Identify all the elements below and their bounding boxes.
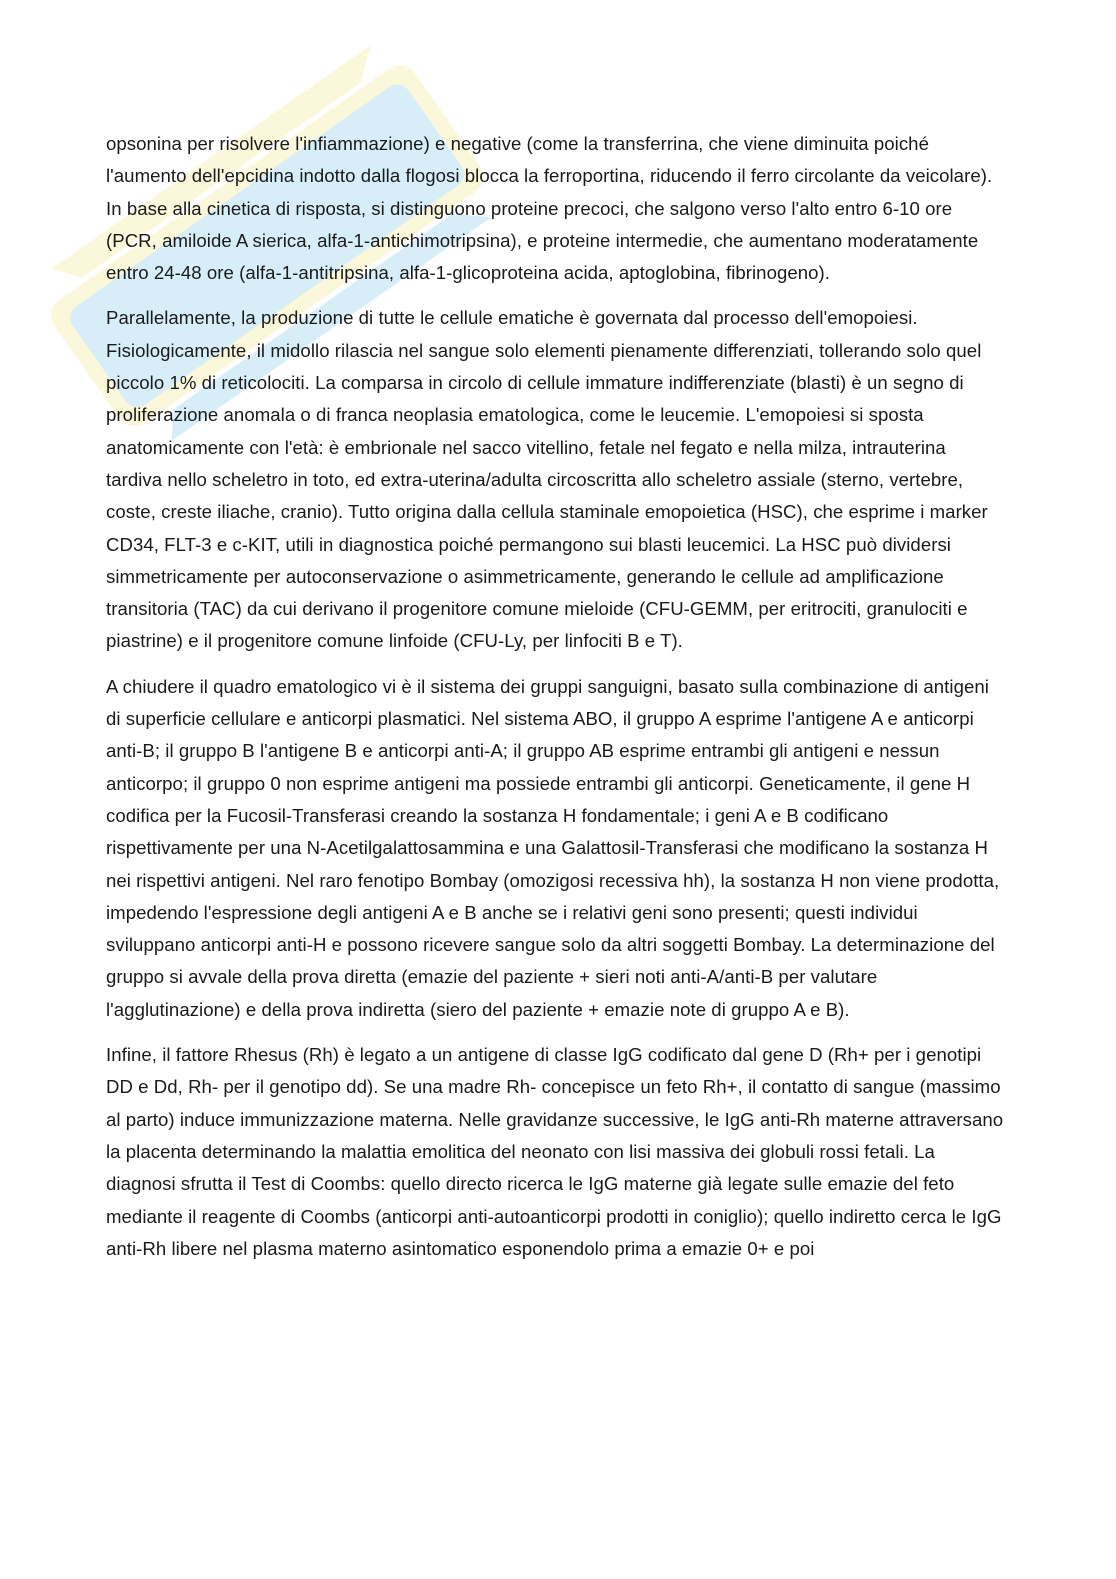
document-body: [106, 128, 1006, 1278]
paragraph-hematopoiesis: Parallelamente, la produzione di tutte le cellule ematiche è governata dal processo dell'emopoiesi. Fisiologicamente, il midollo rilascia nel sangue solo elementi pienamente differenziati, tollerando solo quel piccolo 1% di reticolociti. La comparsa in circolo di cellule immature indifferenziate (blasti) è un segno di proliferazione anomala o di franca neoplasia ematologica, come le leucemie. L'emopoiesi si sposta anatomicamente con l'età: è embrionale nel sacco vitellino, fetale nel fegato e nella milza, intrauterina tardiva nello scheletro in toto, ed extra-uterina/adulta circoscritta allo scheletro assiale (sterno, vertebre, coste, creste iliache, cranio). Tutto origina dalla cellula staminale emopoietica (HSC), che esprime i marker CD34, FLT-3 e c-KIT, utili in diagnostica poiché permangono sui blasti leucemici. La HSC può dividersi simmetricamente per autoconservazione o asimmetricamente, generando le cellule ad amplificazione transitoria (TAC) da cui derivano il progenitore comune mieloide (CFU-GEMM, per eritrociti, granulociti e piastrine) e il progenitore comune linfoide (CFU-Ly, per linfociti B e T).: [106, 307, 988, 652]
paragraph-acute-phase-proteins: opsonina per risolvere l'infiammazione) e negative (come la transferrina, che viene diminuita poiché l'aumento dell'epcidina indotto dalla flogosi blocca la ferroportina, riducendo il ferro circolante da veicolare). In base alla cinetica di risposta, si distinguono proteine precoci, che salgono verso l'alto entro 6-10 ore (PCR, amiloide A sierica, alfa-1-antichimotripsina), e proteine intermedie, che aumentano moderatamente entro 24-48 ore (alfa-1-antitripsina, alfa-1-glicoproteina acida, aptoglobina, fibrinogeno).: [106, 133, 993, 284]
paragraph-rhesus-factor: Infine, il fattore Rhesus (Rh) è legato a un antigene di classe IgG codificato dal gene D (Rh+ per i genotipi DD e Dd, Rh- per il genotipo dd). Se una madre Rh- concepisce un feto Rh+, il contatto di sangue (massimo al parto) induce immunizzazione materna. Nelle gravidanze successive, le IgG anti-Rh materne attraversano la placenta determinando la malattia emolitica del neonato con lisi massiva dei globuli rossi fetali. La diagnosi sfrutta il Test di Coombs: quello directo ricerca le IgG materne già legate sulle emazie del feto mediante il reagente di Coombs (anticorpi anti-autoanticorpi prodotti in coniglio); quello indiretto cerca le IgG anti-Rh libere nel plasma materno asintomatico esponendolo prima a emazie 0+ e poi: [106, 1044, 1004, 1259]
paragraph-blood-groups: A chiudere il quadro ematologico vi è il sistema dei gruppi sanguigni, basato sulla combinazione di antigeni di superficie cellulare e anticorpi plasmatici. Nel sistema ABO, il gruppo A esprime l'antigene A e anticorpi anti-B; il gruppo B l'antigene B e anticorpi anti-A; il gruppo AB esprime entrambi gli antigeni e nessun anticorpo; il gruppo 0 non esprime antigeni ma possiede entrambi gli anticorpi. Geneticamente, il gene H codifica per la Fucosil-Transferasi creando la sostanza H fondamentale; i geni A e B codificano rispettivamente per una N-Acetilgalattosammina e una Galattosil-Transferasi che modificano la sostanza H nei rispettivi antigeni. Nel raro fenotipo Bombay (omozigosi recessiva hh), la sostanza H non viene prodotta, impedendo l'espressione degli antigeni A e B anche se i relativi geni sono presenti; questi individui sviluppano anticorpi anti-H e possono ricevere sangue solo da altri soggetti Bombay. La determinazione del gruppo si avvale della prova diretta (emazie del paziente + sieri noti anti-A/anti-B per valutare l'agglutinazione) e della prova indiretta (siero del paziente + emazie note di gruppo A e B).: [106, 675, 1000, 1020]
